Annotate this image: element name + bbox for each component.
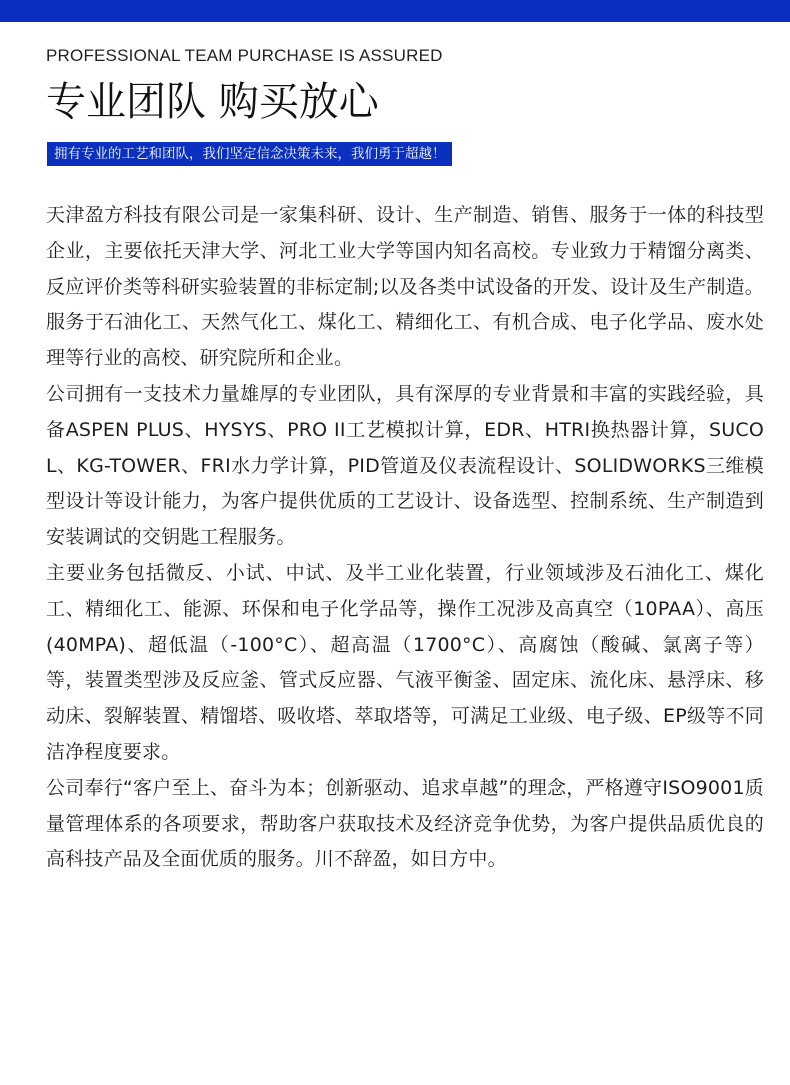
eyebrow-text: PROFESSIONAL TEAM PURCHASE IS ASSURED — [46, 46, 443, 65]
page-title: 专业团队 购买放心 — [46, 79, 379, 125]
paragraph-philosophy: 公司奉行“客户至上、奋斗为本；创新驱动、追求卓越”的理念，严格遵守ISO9001质量管理体系的各项要求，帮助客户获取技术及经济竞争优势，为客户提供品质优良的高科技产品及全面优质的服务。川不辞盈，如日方中。 — [46, 776, 764, 871]
company-description — [46, 198, 764, 878]
section-header — [46, 44, 766, 130]
top-accent-bar — [0, 0, 790, 22]
paragraph-company-intro: 天津盈方科技有限公司是一家集科研、设计、生产制造、销售、服务于一体的科技型企业，主要依托天津大学、河北工业大学等国内知名高校。专业致力于精馏分离类、反应评价类等科研实验装置的非标定制;以及各类中试设备的开发、设计及生产制造。服务于石油化工、天然气化工、煤化工、精细化工、有机合成、电子化学品、废水处理等行业的高校、研究院所和企业。 — [46, 204, 764, 370]
paragraph-team-capabilities: 公司拥有一支技术力量雄厚的专业团队，具有深厚的专业背景和丰富的实践经验，具备ASPEN PLUS、HYSYS、PRO II工艺模拟计算，EDR、HTRI换热器计算，SUCOL、KG-TOWER、FRI水力学计算，PID管道及仪表流程设计、SOLIDWORKS三维模型设计等设计能力，为客户提供优质的工艺设计、设备选型、控制系统、生产制造到安装调试的交钥匙工程服务。 — [46, 382, 764, 549]
paragraph-business-scope: 主要业务包括微反、小试、中试、及半工业化装置，行业领域涉及石油化工、煤化工、精细化工、能源、环保和电子化学品等，操作工况涉及高真空（10PAA）、高压(40MPA)、超低温（-100°C）、超高温（1700°C）、高腐蚀（酸碱、氯离子等）等，装置类型涉及反应釜、管式反应器、气液平衡釜、固定床、流化床、悬浮床、移动床、裂解装置、精馏塔、吸收塔、萃取塔等，可满足工业级、电子级、EP级等不同洁净程度要求。 — [46, 561, 764, 763]
tagline-banner: 拥有专业的工艺和团队，我们坚定信念决策未来，我们勇于超越！ — [47, 142, 452, 166]
